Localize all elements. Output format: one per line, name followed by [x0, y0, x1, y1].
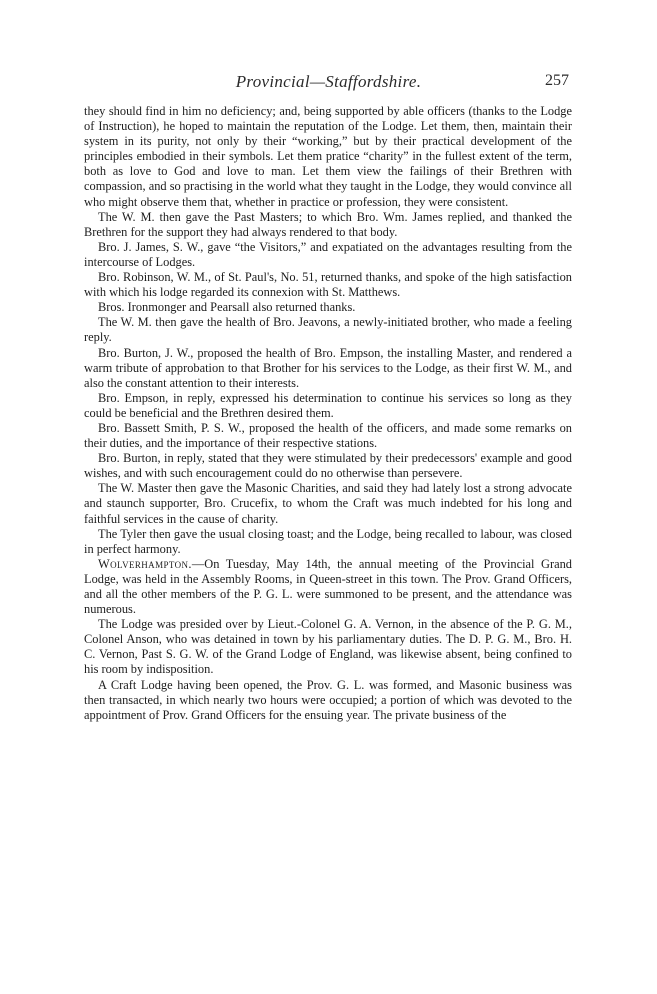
- paragraph: [84, 451, 572, 481]
- paragraph: [84, 678, 572, 723]
- paragraph-text: Bros. Ironmonger and Pearsall also returned thanks.: [98, 300, 356, 315]
- section-paragraph-wolverhampton: [84, 557, 572, 617]
- paragraph: [84, 346, 572, 391]
- running-head: [0, 72, 657, 96]
- paragraph: [84, 527, 572, 557]
- paragraph-text: The Tyler then gave the usual closing toast; and the Lodge, being recalled to labour, was closed in perfect harmony.: [84, 526, 572, 556]
- paragraph-text: The W. Master then gave the Masonic Charities, and said they had lately lost a strong advocate and staunch supporter, Bro. Crucefix, to whom the Craft was much indebted for his long and faithful services in the cause of charity.: [84, 481, 572, 526]
- paragraph: [84, 300, 572, 315]
- paragraph: [84, 421, 572, 451]
- paragraph-text: Bro. Bassett Smith, P. S. W., proposed the health of the officers, and made some remarks on their duties, and the importance of their respective stations.: [84, 420, 572, 451]
- paragraph-text: The W. M. then gave the health of Bro. Jeavons, a newly-initiated brother, who made a feeling reply.: [84, 315, 572, 345]
- paragraph-text: Bro. J. James, S. W., gave “the Visitors,” and expatiated on the advantages resulting from the intercourse of Lodges.: [84, 239, 572, 269]
- paragraph: [84, 315, 572, 345]
- paragraph: [84, 617, 572, 677]
- paragraph-text: Bro. Burton, in reply, stated that they were stimulated by their predecessors' example and good wishes, and with such encouragement could do no otherwise than persevere.: [84, 451, 572, 481]
- paragraph-text: A Craft Lodge having been opened, the Prov. G. L. was formed, and Masonic business was then transacted, in which nearly two hours were occupied; a portion of which was devoted to the appointment of Prov. Grand Officers for the ensuing year. The private business of the: [84, 677, 572, 722]
- paragraph: [84, 391, 572, 421]
- paragraph-text: The W. M. then gave the Past Masters; to which Bro. Wm. James replied, and thanked the Brethren for the support they had always rendered to that body.: [84, 209, 572, 239]
- paragraph: [84, 270, 572, 300]
- paragraph: [84, 104, 572, 210]
- paragraph-text: Bro. Empson, in reply, expressed his determination to continue his services so long as they could be beneficial and the Brethren desired them.: [84, 390, 572, 420]
- paragraph: [84, 210, 572, 240]
- section-lead: Wolverhampton.: [98, 556, 192, 571]
- paragraph-text: Bro. Burton, J. W., proposed the health of Bro. Empson, the installing Master, and rendered a warm tribute of approbation to that Brother for his services to the Lodge, as their first W. M., and also the constant attention to their interests.: [84, 345, 572, 390]
- paragraph: [84, 481, 572, 526]
- article-body: [84, 104, 572, 723]
- paragraph-text: Bro. Robinson, W. M., of St. Paul's, No. 51, returned thanks, and spoke of the high satisfaction with which his lodge regarded its connexion with St. Matthews.: [84, 270, 572, 300]
- paragraph-text: The Lodge was presided over by Lieut.-Colonel G. A. Vernon, in the absence of the P. G. M., Colonel Anson, who was detained in town by his parliamentary duties. The D. P. G. M., Bro. H. C. Vernon, Past S. G. W. of the Grand Lodge of England, was likewise absent, being confined to his room by indisposition.: [84, 617, 572, 677]
- paragraph: [84, 240, 572, 270]
- paragraph-text: —On Tuesday, May 14th, the annual meeting of the Provincial Grand Lodge, was held in the Assembly Rooms, in Queen-street in this town. The Prov. Grand Officers, and all the other members of the P. G. L. were summoned to be present, and the attendance was numerous.: [84, 556, 572, 617]
- page-number: 257: [545, 72, 569, 89]
- paragraph-text: they should find in him no deficiency; and, being supported by able officers (thanks to the Lodge of Instruction), he hoped to maintain the reputation of the Lodge. Let them, then, maintain their system in its purity, not only by their “working,” but by their practical development of the principles embodied in their symbols. Let them pratice “charity” in the fullest extent of the term, both as love to God and love to man. Let them view the failings of their Brethren with compassion, and so practising in the world what they taught in the Lodge, they would convince all who might observe them that, whether in practice or profession, they were consistent.: [84, 104, 572, 209]
- running-title: Provincial—Staffordshire.: [235, 72, 422, 91]
